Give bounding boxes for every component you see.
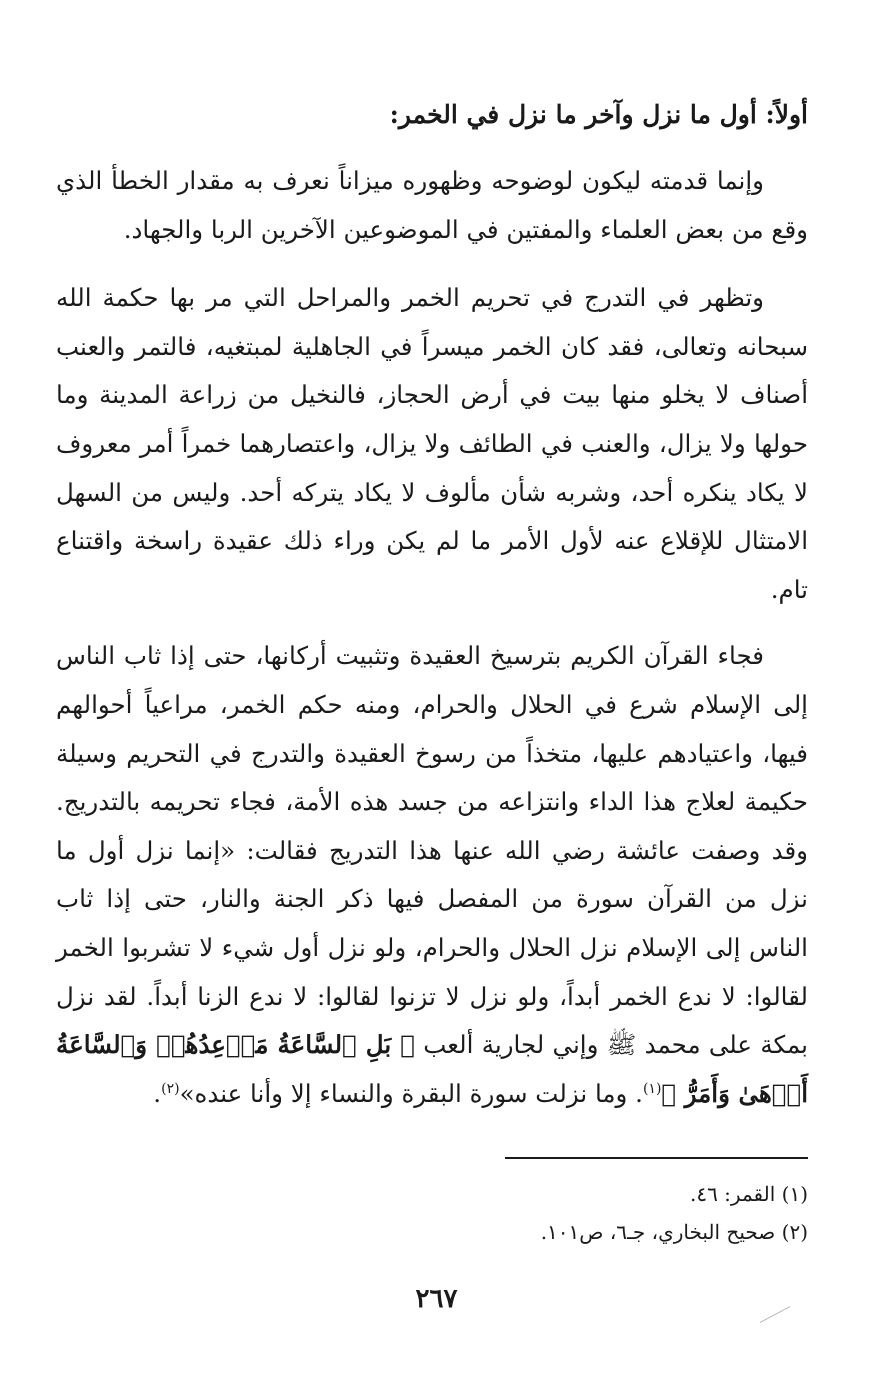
footnotes [56, 1175, 808, 1251]
paragraph-aisha-narration [56, 632, 808, 1118]
footnote-divider [505, 1157, 808, 1159]
page-body [56, 95, 808, 1136]
footnote-2: (٢) صحيح البخاري، جـ٦، ص١٠١. [540, 1220, 808, 1244]
footnote-ref-1: (١) [642, 1080, 662, 1097]
quran-verse: ﴿ بَلِ ٱلسَّاعَةُ مَوۡعِدُهُمۡ وَٱلسَّاعَةُ أَدۡهَىٰ وَأَمَرُّ ﴾ [56, 1030, 808, 1108]
footnote-ref-2: (٢) [161, 1080, 180, 1097]
paragraph-intro: وإنما قدمته ليكون لوضوحه وظهوره ميزاناً نعرف به مقدار الخطأ الذي وقع من بعض العلماء والمفتين في الموضوعين الآخرين الربا والجهاد. [56, 166, 808, 244]
narration-ending: . وما نزلت سورة البقرة والنساء إلا وأنا عنده» [179, 1078, 643, 1108]
section-heading: أولاً: أول ما نزل وآخر ما نزل في الخمر: [389, 100, 808, 129]
footnote-1: (١) القمر: ٤٦. [689, 1182, 808, 1206]
page-number: ٢٦٧ [415, 1284, 458, 1314]
narration-text: فجاء القرآن الكريم بترسيخ العقيدة وتثبيت أركانها، حتى إذا ثاب الناس إلى الإسلام شرع في الحلال والحرام، ومنه حكم الخمر، مراعياً أحوالهم فيها، واعتيادهم عليها، متخذاً من رسوخ العقيدة والتدرج في التحريم وسيلة حكيمة لعلاج هذا الداء وانتزاعه من جسد هذه الأمة، فجاء تحريمه بالتدريج. وقد وصفت عائشة رضي الله عنها هذا التدريج فقالت: «إنما نزل أول ما نزل من القرآن سورة من المفصل فيها ذكر الجنة والنار، حتى إذا ثاب الناس إلى الإسلام نزل الحلال والحرام، ولو نزل أول شيء لا تشربوا الخمر لقالوا: لا ندع الخمر أبداً، ولو نزل لا تزنوا لقالوا: لا ندع الزنا أبداً. لقد نزل بمكة على محمد ﷺ وإني لجارية ألعب [56, 641, 808, 1060]
paragraph-gradual-prohibition: وتظهر في التدرج في تحريم الخمر والمراحل التي مر بها حكمة الله سبحانه وتعالى، فقد كان الخمر ميسراً في الجاهلية لمبتغيه، فالتمر والعنب أصناف لا يخلو منها بيت في أرض الحجاز، فالنخيل من زراعة المدينة وما حولها ولا يزال، والعنب في الطائف ولا يزال، واعتصارهما خمراً أمر معروف لا يكاد ينكره أحد، وشربه شأن مألوف لا يكاد يتركه أحد. وليس من السهل الامتثال للإقلاع عنه لأول الأمر ما لم يكن وراء ذلك عقيدة راسخة واقتناع تام. [56, 283, 808, 604]
narration-end-mark: . [153, 1078, 162, 1108]
